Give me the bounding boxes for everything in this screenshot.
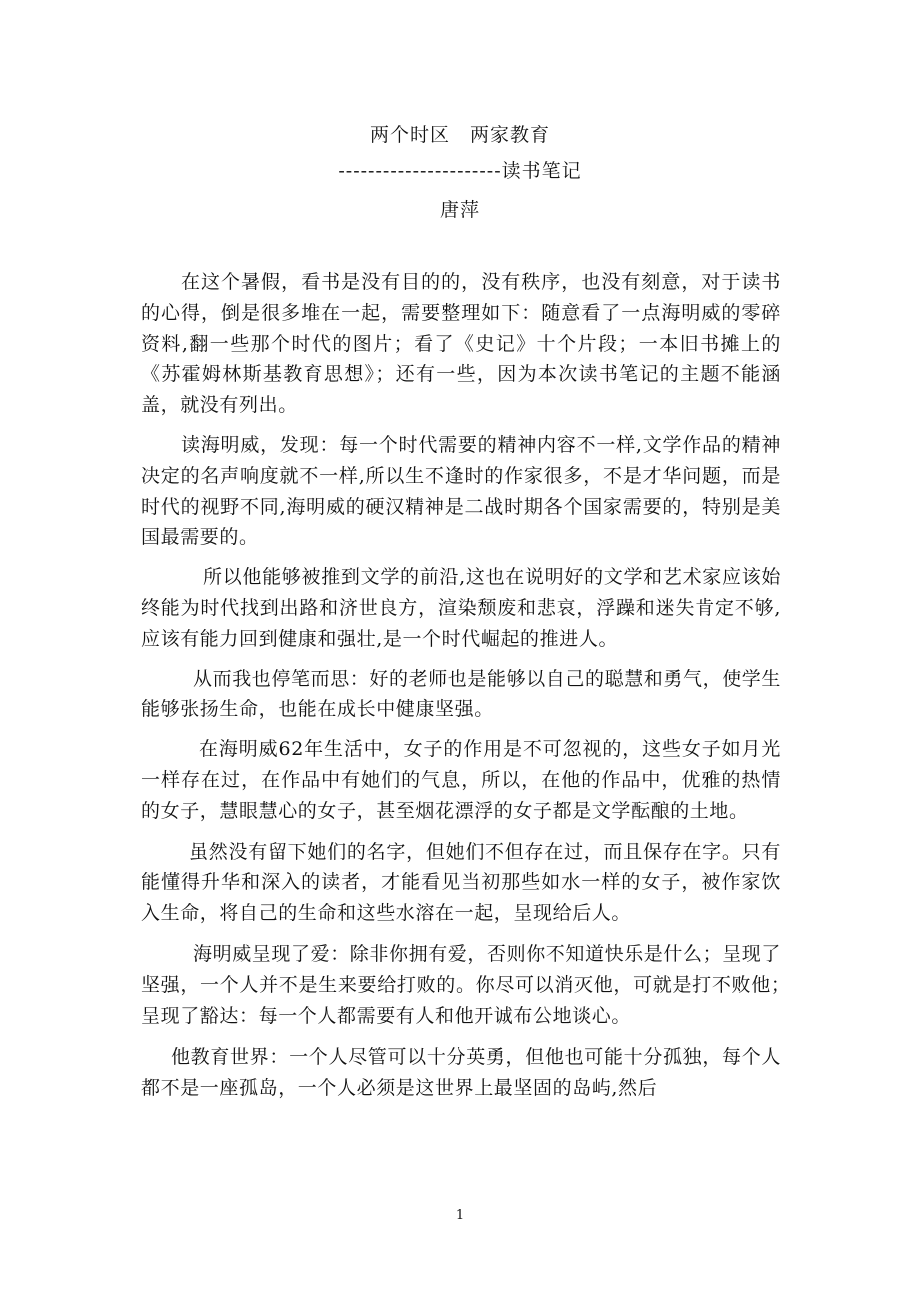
paragraph: 读海明威，发现：每一个时代需要的精神内容不一样,文学作品的精神决定的名声响度就不一样,所以生不逢时的作家很多，不是才华问题，而是时代的视野不同,海明威的硬汉精神是二战时期各个国家需要的，特别是美国最需要的。 [141,433,781,549]
paragraph: 虽然没有留下她们的名字，但她们不但存在过，而且保存在字。只有能懂得升华和深入的读者，才能看见当初那些如水一样的女子，被作家饮入生命，将自己的生命和这些水溶在一起，呈现给后人。 [141,840,781,925]
document-subtitle: ----------------------读书笔记 [338,160,582,182]
page-number: 1 [455,1208,465,1223]
paragraph: 在海明威62年生活中，女子的作用是不可忽视的，这些女子如月光一样存在过，在作品中有她们的气息，所以，在他的作品中，优雅的热情的女子，慧眼慧心的女子，甚至烟花漂浮的女子都是文学酝酿的土地。 [141,738,781,822]
paragraph: 在这个暑假，看书是没有目的的，没有秩序，也没有刻意，对于读书的心得，倒是很多堆在一起，需要整理如下：随意看了一点海明威的零碎资料,翻一些那个时代的图片；看了《史记》十个片段；一本旧书摊上的《苏霍姆林斯基教育思想》；还有一些，因为本次读书笔记的主题不能涵盖，就没有列出。 [141,271,781,417]
paragraph: 从而我也停笔而思：好的老师也是能够以自己的聪慧和勇气，使学生能够张扬生命，也能在成长中健康坚强。 [141,667,782,721]
document-body [141,267,801,1104]
paragraph: 海明威呈现了爱：除非你拥有爱，否则你不知道快乐是什么；呈现了坚强，一个人并不是生来要给打败的。你尽可以消灭他，可就是打不败他； 呈现了豁达：每一个人都需要有人和他开诚布公地谈心。 [141,942,801,1027]
paragraph: 所以他能够被推到文学的前沿,这也在说明好的文学和艺术家应该始终能为时代找到出路和济世良方，渲染颓废和悲哀，浮躁和迷失肯定不够,应该有能力回到健康和强壮,是一个时代崛起的推进人。 [141,566,781,650]
paragraph: 他教育世界：一个人尽管可以十分英勇，但他也可能十分孤独，每个人都不是一座孤岛，一个人必须是这世界上最坚固的岛屿,然后 [141,1046,781,1100]
document-title: 两个时区 两家教育 [369,124,550,146]
document-author: 唐萍 [439,199,480,221]
